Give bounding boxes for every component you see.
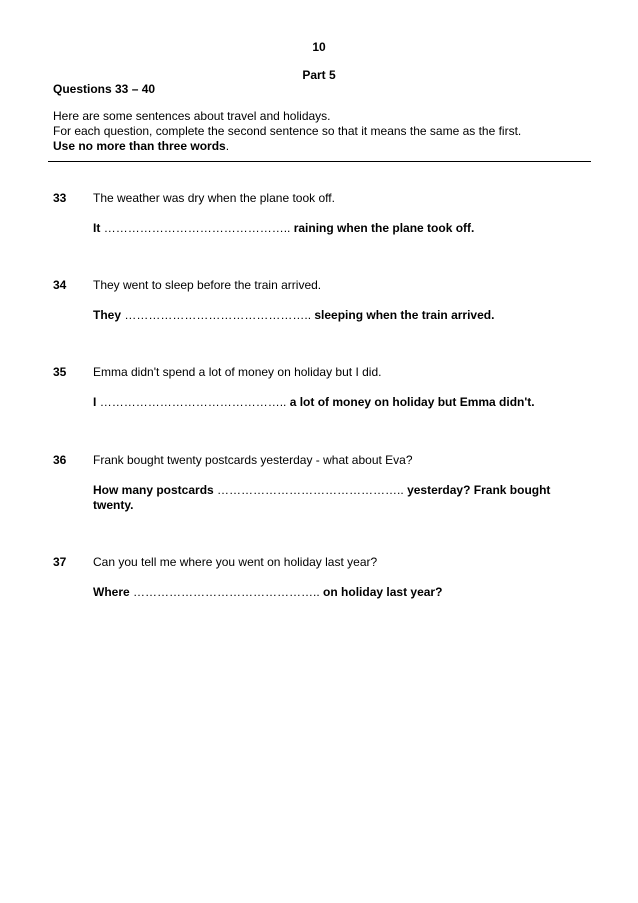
page-number: 10: [312, 40, 326, 54]
answer-blank[interactable]: ………………………………………..: [103, 221, 291, 235]
instruction-line-1: Here are some sentences about travel and holidays.: [53, 109, 331, 123]
part-title: Part 5: [302, 68, 336, 82]
question-sentence: Frank bought twenty postcards yesterday - what about Eva?: [93, 453, 413, 467]
question-number: 34: [53, 278, 67, 292]
instructions: [53, 109, 593, 154]
answer-sentence: [93, 308, 563, 323]
answer-end: on holiday last year?: [323, 585, 443, 599]
answer-sentence: [93, 221, 563, 236]
question-sentence: The weather was dry when the plane took off.: [93, 191, 335, 205]
answer-blank[interactable]: ………………………………………..: [133, 585, 320, 599]
answer-end: a lot of money on holiday but Emma didn't.: [289, 395, 535, 409]
answer-end: raining when the plane took off.: [293, 221, 475, 235]
question-number: 36: [53, 453, 67, 467]
answer-end: sleeping when the train arrived.: [314, 308, 495, 322]
answer-blank[interactable]: ………………………………………..: [124, 308, 312, 322]
question-sentence: They went to sleep before the train arrived.: [93, 278, 322, 292]
answer-sentence: [93, 483, 563, 513]
word-limit-instruction: Use no more than three words: [53, 139, 226, 153]
answer-sentence: [93, 585, 563, 600]
answer-blank[interactable]: ………………………………………..: [99, 395, 287, 409]
answer-start: How many postcards: [93, 483, 214, 497]
answer-start: It: [93, 221, 101, 235]
answer-blank[interactable]: ………………………………………..: [217, 483, 404, 497]
question-number: 35: [53, 365, 67, 379]
question-sentence: Can you tell me where you went on holiday last year?: [93, 555, 378, 569]
answer-start: I: [93, 395, 97, 409]
answer-start: They: [93, 308, 122, 322]
answer-start: Where: [93, 585, 130, 599]
instruction-line-3: [53, 139, 593, 154]
question-number: 37: [53, 555, 67, 569]
answer-sentence: [93, 395, 563, 410]
question-number: 33: [53, 191, 67, 205]
instruction-line-2: For each question, complete the second sentence so that it means the same as the first.: [53, 124, 522, 138]
section-divider: [48, 161, 591, 162]
question-sentence: Emma didn't spend a lot of money on holiday but I did.: [93, 365, 382, 379]
instruction-line-3-end: .: [225, 139, 230, 153]
questions-range-heading: Questions 33 – 40: [53, 82, 156, 96]
answer-end: yesterday? Frank bought twenty.: [93, 483, 551, 512]
